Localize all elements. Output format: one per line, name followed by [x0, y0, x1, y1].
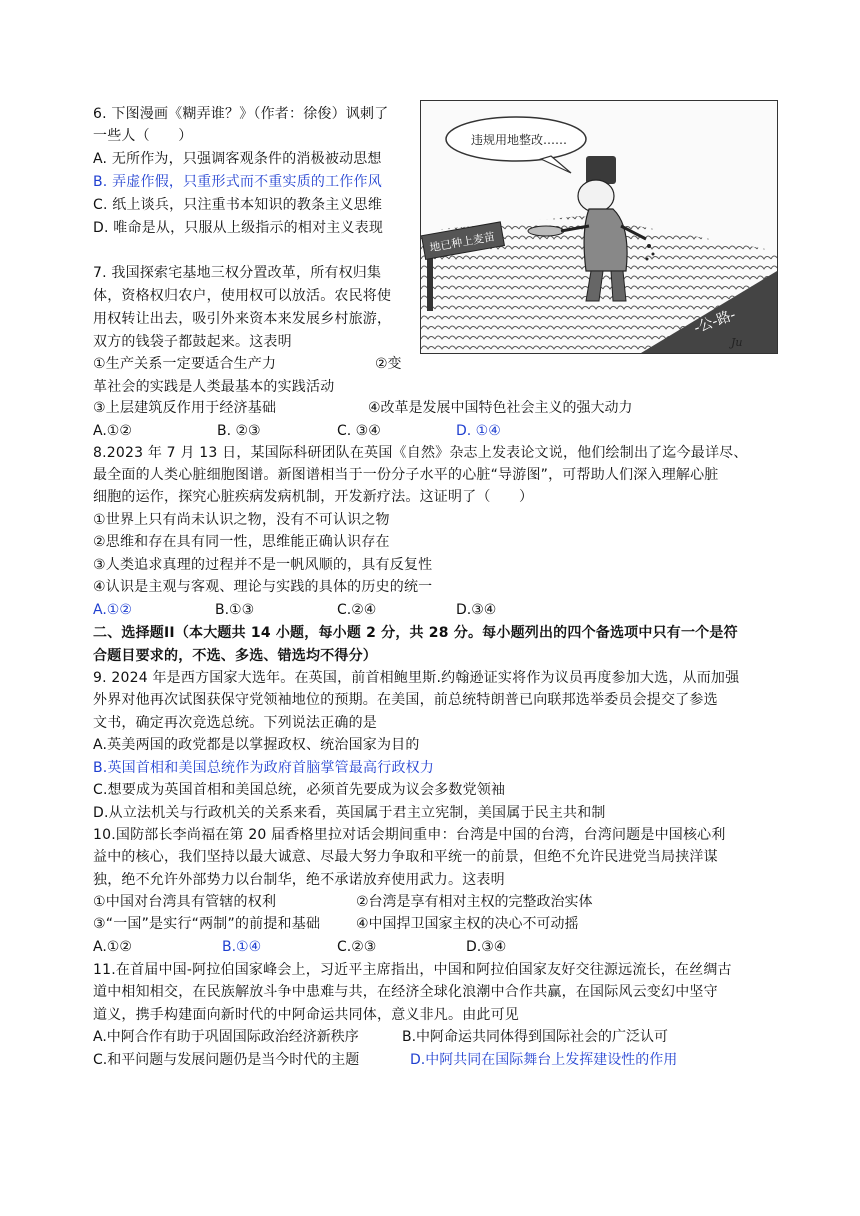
q8-option-c: C.②④	[337, 602, 377, 618]
q7-option-a: A.①②	[93, 423, 132, 439]
q8-statement-1: ①世界上只有尚未认识之物，没有不可认识之物	[93, 512, 390, 528]
q9-line3: 文书，确定再次竞选总统。下列说法正确的是	[93, 715, 377, 731]
artist-signature: Ju	[731, 336, 743, 349]
q6-option-a: A. 无所作为，只强调客观条件的消极被动思想	[93, 151, 382, 167]
q10-option-d: D.③④	[466, 939, 507, 955]
q8-line1: 8.2023 年 7 月 13 日，某国际科研团队在英国《自然》杂志上发表论文说，他们绘制出了迄今最详尽、	[93, 445, 748, 461]
q8-line2: 最全面的人类心脏细胞图谱。新图谱相当于一份分子水平的心脏“导游图”，可帮助人们深入理解心脏	[93, 467, 719, 483]
q6-option-c: C. 纸上谈兵，只注重书本知识的教条主义思维	[93, 197, 383, 213]
q11-line1: 11.在首届中国-阿拉伯国家峰会上，习近平主席指出，中国和阿拉伯国家友好交往源远流长，在丝绸古	[93, 962, 732, 978]
q7-statement-2-end: 革社会的实践是人类最基本的实践活动	[93, 379, 335, 395]
q10-line3: 独，绝不允许外部势力以台制华，绝不承诺放弃使用武力。这表明	[93, 872, 505, 888]
q11-option-b: B.中阿命运共同体得到国际社会的广泛认可	[402, 1029, 669, 1045]
q11-option-c: C.和平问题与发展问题仍是当今时代的主题	[93, 1052, 360, 1068]
q10-line2: 益中的核心，我们坚持以最大诚意、尽最大努力争取和平统一的前景，但绝不允许民进党当局挟洋谋	[93, 849, 718, 865]
q11-line2: 道中相知相交，在民族解放斗争中患难与共，在经济全球化浪潮中合作共赢，在国际风云变幻中坚守	[93, 984, 718, 1000]
cartoon-image	[420, 100, 778, 354]
q8-statement-4: ④认识是主观与客观、理论与实践的具体的历史的统一	[93, 579, 433, 595]
q7-line4: 双方的钱袋子都鼓起来。这表明	[93, 334, 292, 350]
q9-option-c: C.想要成为英国首相和美国总统，必须首先要成为议会多数党领袖	[93, 782, 506, 798]
q9-line2: 外界对他再次试图获保守党领袖地位的预期。在美国，前总统特朗普已向联邦选举委员会提交了参选	[93, 692, 718, 708]
q7-statement-4: ④改革是发展中国特色社会主义的强大动力	[368, 400, 633, 416]
section2-heading-line1: 二、选择题II（本大题共 14 小题，每小题 2 分，共 28 分。每小题列出的四个备选项中只有一个是符	[93, 625, 738, 641]
q7-statement-3: ③上层建筑反作用于经济基础	[93, 400, 277, 416]
speech-text: 违规用地整改……	[471, 133, 568, 147]
q10-statement-4: ④中国捍卫国家主权的决心不可动摇	[356, 916, 579, 932]
q6-stem-line1: 6. 下图漫画《糊弄谁？》（作者：徐俊）讽刺了	[93, 106, 389, 122]
q9-option-a: A.英美两国的政党都是以掌握政权、统治国家为目的	[93, 737, 420, 753]
q8-statement-3: ③人类追求真理的过程并不是一帆风顺的，具有反复性	[93, 557, 433, 573]
q10-line1: 10.国防部长李尚福在第 20 届香格里拉对话会期间重申：台湾是中国的台湾，台湾问题是中国核心利	[93, 827, 726, 843]
q7-line3: 用权转让出去，吸引外来资本来发展乡村旅游，	[93, 311, 392, 327]
sign-text: 地已种上麦苗	[428, 230, 496, 255]
q7-statement-1: ①生产关系一定要适合生产力	[93, 356, 277, 372]
section2-heading-line2: 合题目要求的，不选、多选、错选均不得分）	[93, 648, 377, 664]
q7-option-c: C. ③④	[337, 423, 381, 439]
q7-statement-2-start: ②变	[375, 356, 402, 372]
q6-option-d: D. 唯命是从，只服从上级指示的相对主义表现	[93, 220, 384, 236]
cartoon-drawing	[421, 101, 777, 353]
q11-option-d-answer: D.中阿共同在国际舞台上发挥建设性的作用	[410, 1052, 678, 1068]
q6-stem-line2: 一些人（ ）	[93, 128, 193, 144]
q8-option-a-answer: A.①②	[93, 602, 132, 618]
q9-line1: 9. 2024 年是西方国家大选年。在英国，前首相鲍里斯.约翰逊证实将作为议员再度参加大选，从而加强	[93, 670, 740, 686]
q9-option-d: D.从立法机关与行政机关的关系来看，英国属于君主立宪制，美国属于民主共和制	[93, 805, 606, 821]
q10-option-a: A.①②	[93, 939, 132, 955]
q8-option-d: D.③④	[456, 602, 497, 618]
q7-line1: 7. 我国探索宅基地三权分置改革，所有权归集	[93, 265, 382, 281]
q7-option-d-answer: D. ①④	[456, 423, 501, 439]
q10-option-c: C.②③	[337, 939, 377, 955]
q7-line2: 体，资格权归农户，使用权可以放活。农民将使	[93, 288, 392, 304]
q11-option-a: A.中阿合作有助于巩固国际政治经济新秩序	[93, 1029, 359, 1045]
q10-statement-3: ③“一国”是实行“两制”的前提和基础	[93, 916, 321, 932]
q7-option-b: B. ②③	[217, 423, 261, 439]
q10-statement-2: ②台湾是享有相对主权的完整政治实体	[356, 894, 593, 910]
q10-option-b-answer: B.①④	[222, 939, 262, 955]
q11-line3: 道义，携手构建面向新时代的中阿命运共同体，意义非凡。由此可见	[93, 1007, 519, 1023]
q8-statement-2: ②思维和存在具有同一性，思维能正确认识存在	[93, 534, 390, 550]
q6-option-b-answer: B. 弄虚作假，只重形式而不重实质的工作作风	[93, 174, 382, 190]
q9-option-b-answer: B.英国首相和美国总统作为政府首脑掌管最高行政权力	[93, 760, 435, 776]
q8-option-b: B.①③	[215, 602, 255, 618]
q10-statement-1: ①中国对台湾具有管辖的权利	[93, 894, 277, 910]
road-label: -公-路-	[691, 306, 738, 337]
q8-line3: 细胞的运作，探究心脏疾病发病机制，开发新疗法。这证明了（ ）	[93, 489, 534, 505]
